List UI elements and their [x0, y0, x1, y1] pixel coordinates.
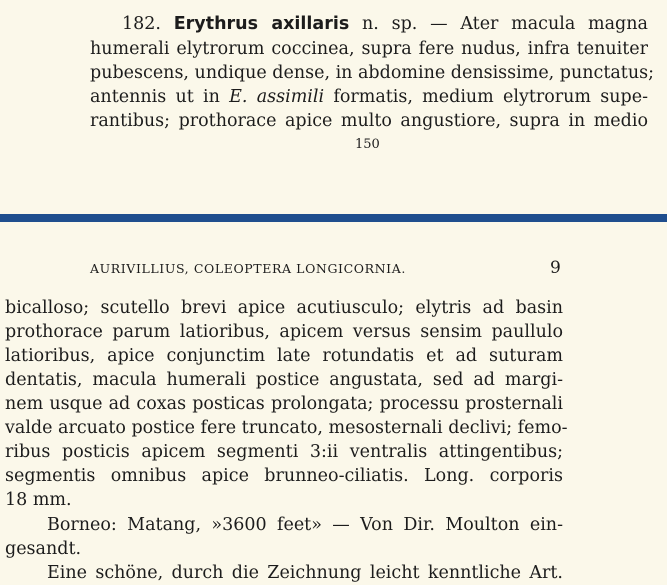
length-line: 18 mm. [5, 490, 72, 510]
top-page-fragment [0, 0, 667, 214]
entry-number: 182. [122, 14, 161, 34]
text-line: antennis ut in E. assimili formatis, medium elytrorum supe- [90, 87, 648, 107]
closing-line: Eine schöne, durch die Zeichnung leicht kenntliche Art. [47, 563, 563, 583]
page-divider [0, 214, 667, 222]
page-number: 9 [550, 258, 561, 278]
text-line: valde arcuato postice fere truncato, mesosternali declivi; femo- [5, 418, 568, 438]
entry-title-line [122, 12, 648, 36]
locality-line: gesandt. [5, 539, 82, 559]
locality-line: Borneo: Matang, »3600 feet» — Von Dir. Moulton ein- [47, 515, 563, 535]
text-line: prothorace parum latioribus, apicem versus sensim paullulo [5, 322, 563, 342]
text-line: ribus posticis apicem segmenti 3:ii ventralis attingentibus; [5, 442, 563, 462]
text-line: dentatis, macula humerali postice angustata, sed ad margi- [5, 370, 563, 390]
text-line: pubescens, undique dense, in abdomine densissime, punctatus; [90, 63, 654, 83]
entry-title-rest: n. sp. — Ater macula magna [362, 14, 648, 34]
species-name: Erythrus axillaris [173, 14, 350, 34]
text-line: segmentis omnibus apice brunneo-ciliatis. Long. corporis [5, 466, 563, 486]
text-line: humerali elytrorum coccinea, supra fere nudus, infra tenuiter [90, 39, 648, 59]
bottom-page [0, 222, 667, 585]
italic-species: E. assimili [229, 87, 325, 107]
page-number-top: 150 [355, 137, 380, 152]
running-head: AURIVILLIUS, COLEOPTERA LONGICORNIA. [90, 261, 406, 276]
text-line: rantibus; prothorace apice multo angustiore, supra in medio [90, 111, 648, 131]
text-line: nem usque ad coxas posticas prolongata; processu prosternali [5, 394, 563, 414]
text-line: bicalloso; scutello brevi apice acutiusculo; elytris ad basin [5, 298, 563, 318]
text-line: latioribus, apice conjunctim late rotundatis et ad suturam [5, 346, 563, 366]
